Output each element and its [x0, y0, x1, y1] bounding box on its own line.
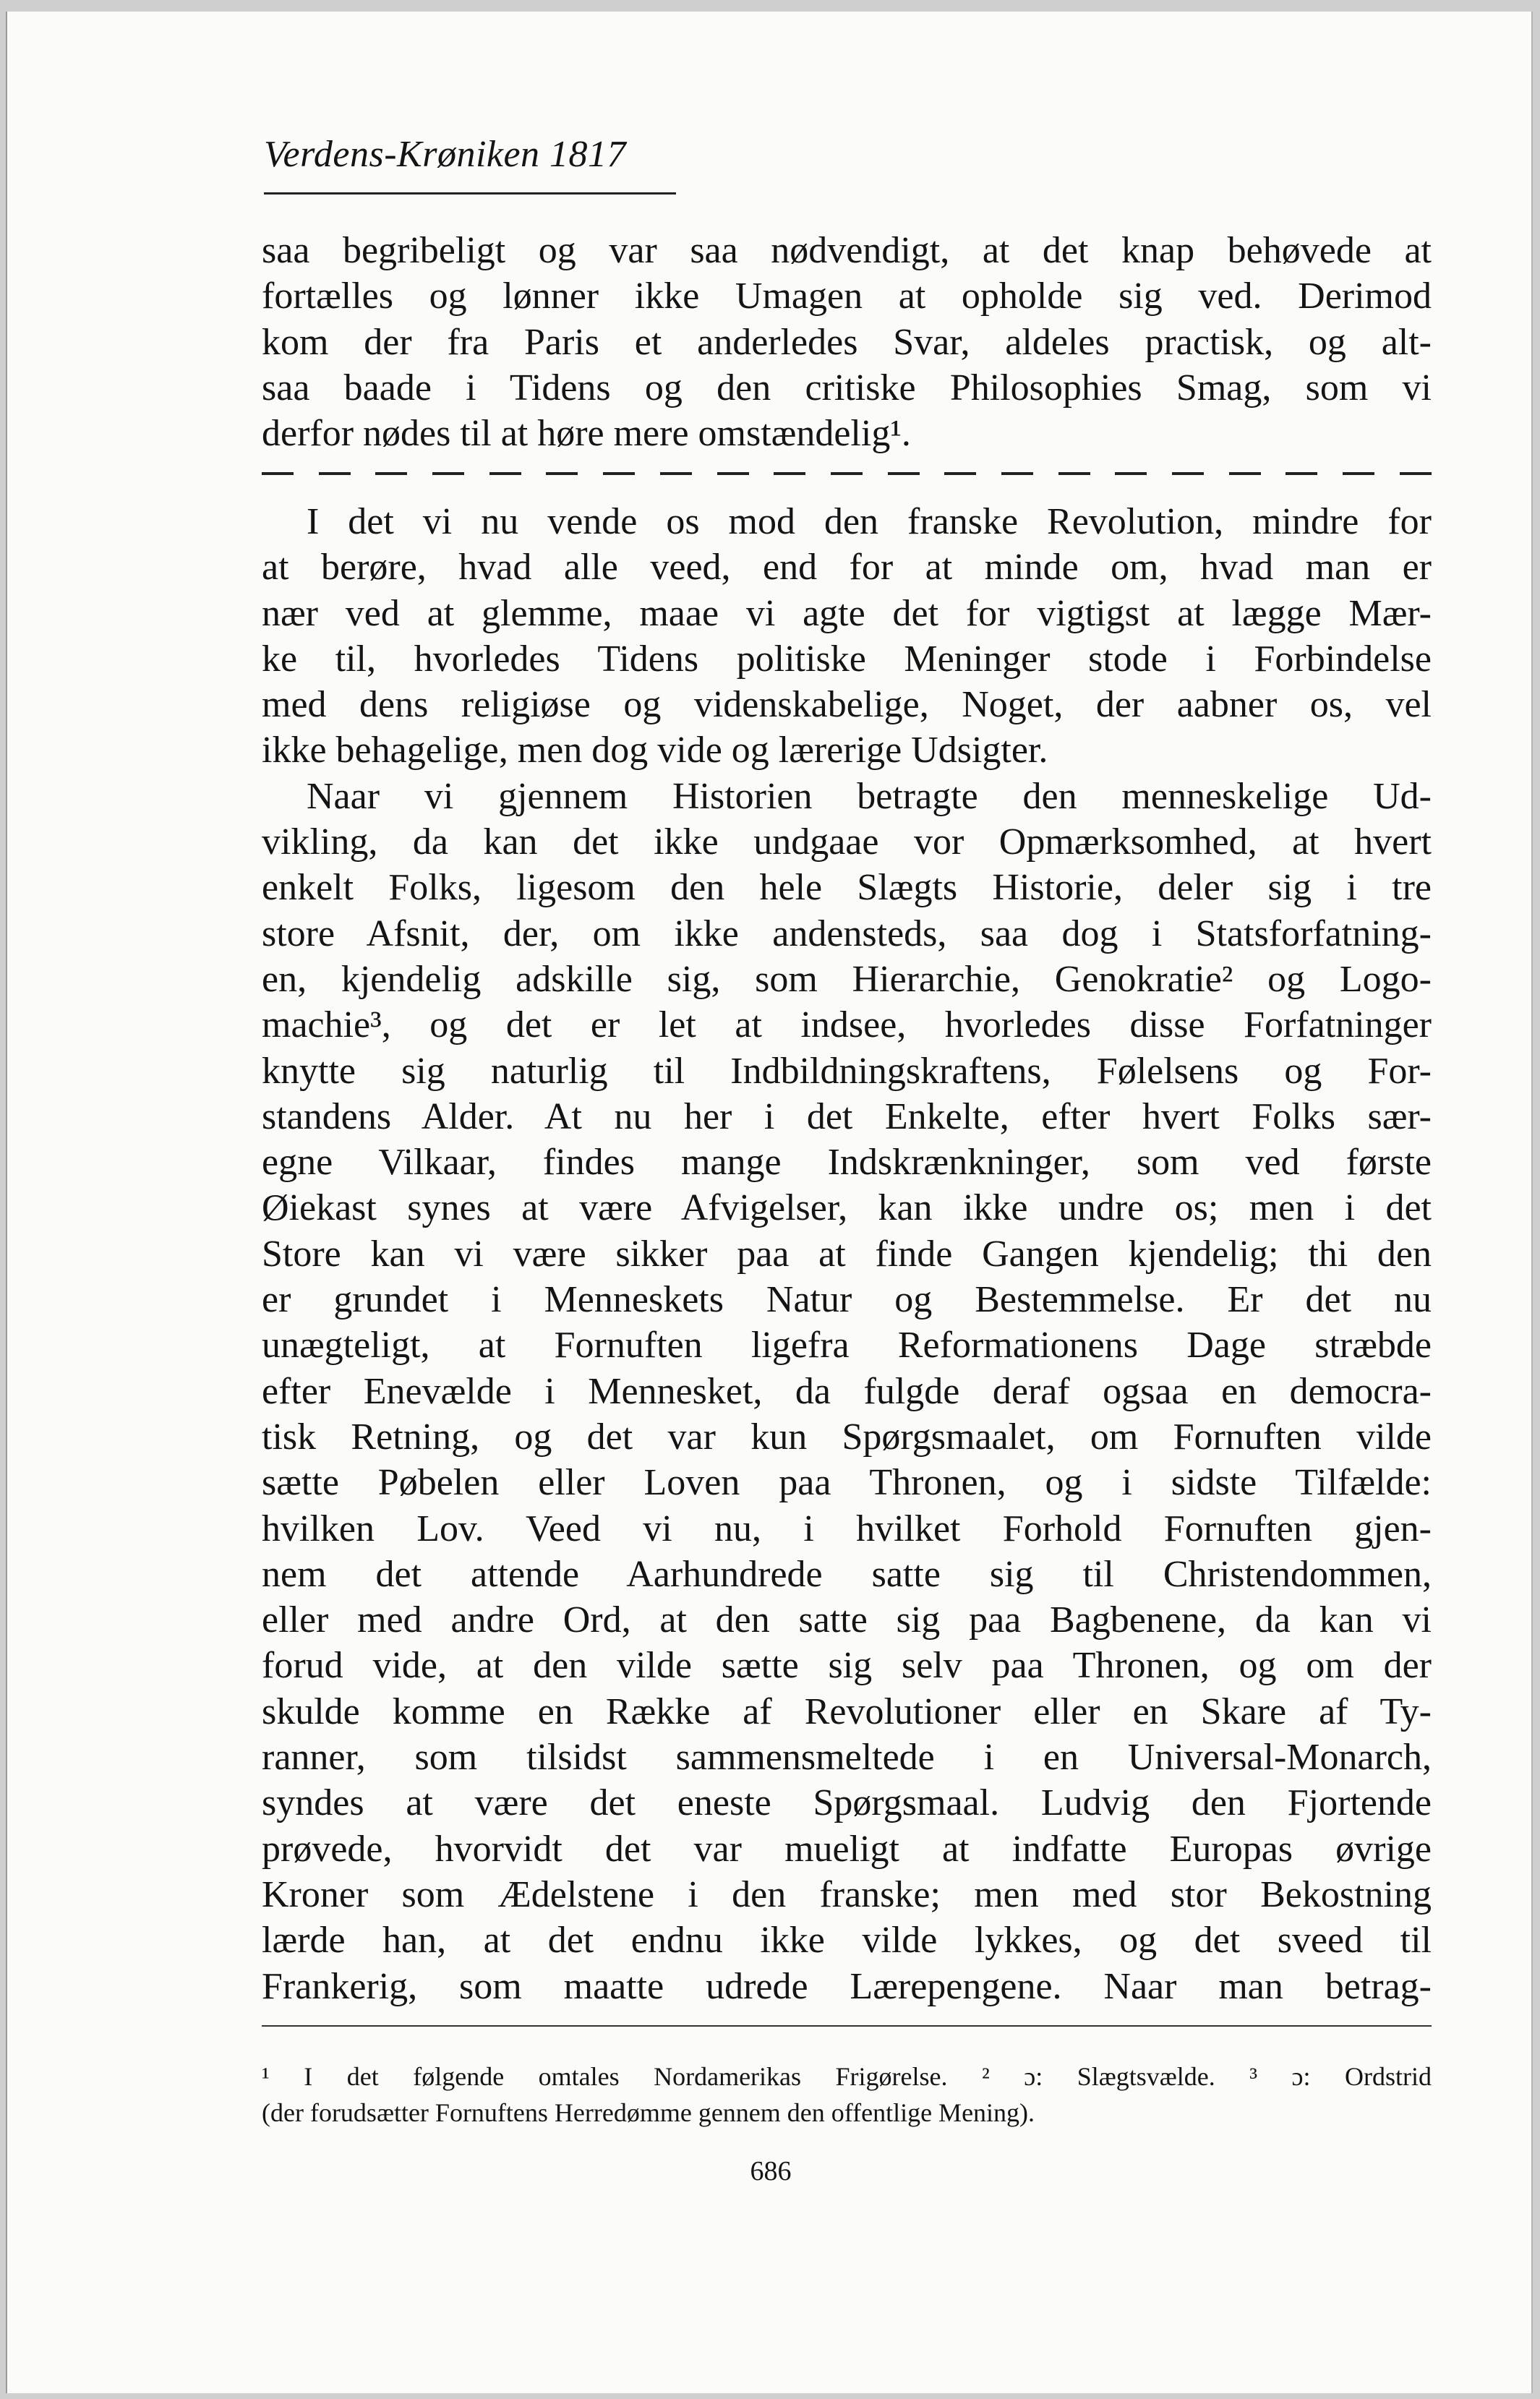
divider-dash: [546, 472, 578, 475]
text-line: Øiekast synes at være Afvigelser, kan ikke undre os; men i det: [262, 1187, 1432, 1229]
divider-dash: [1229, 472, 1261, 475]
text-line: machie³, og det er let at indsee, hvorledes disse Forfatninger: [262, 1004, 1432, 1046]
text-line: forud vide, at den vilde sætte sig selv paa Thronen, og om der: [262, 1645, 1432, 1687]
text-line: ke til, hvorledes Tidens politiske Meninger stode i Forbindelse: [262, 638, 1432, 680]
text-line: I det vi nu vende os mod den franske Revolution, mindre for: [307, 501, 1432, 542]
text-line: enkelt Folks, ligesom den hele Slægts Historie, deler sig i tre: [262, 867, 1432, 909]
text-line: store Afsnit, der, om ikke andensteds, saa dog i Statsforfatning-: [262, 912, 1432, 954]
divider-dash: [1172, 472, 1204, 475]
text-line: Naar vi gjennem Historien betragte den menneskelige Ud-: [307, 775, 1432, 817]
divider-dash: [432, 472, 464, 475]
text-line: lærde han, at det endnu ikke vilde lykkes, og det sveed til: [262, 1920, 1432, 1962]
text-line: prøvede, hvorvidt det var mueligt at indfatte Europas øvrige: [262, 1828, 1432, 1870]
paragraph-1: [262, 499, 1432, 774]
divider-dash: [1115, 472, 1147, 475]
footnote-line: ¹ I det følgende omtales Nordamerikas Frigørelse. ² ɔ: Slægtsvælde. ³ ɔ: Ordstrid: [262, 2062, 1432, 2091]
running-head-rule: [264, 192, 676, 194]
divider-dash: [603, 472, 635, 475]
text-line: efter Enevælde i Mennesket, da fulgde deraf ogsaa en democra-: [262, 1370, 1432, 1412]
text-line: med dens religiøse og videnskabelige, Noget, der aabner os, vel: [262, 684, 1432, 726]
text-line: tisk Retning, og det var kun Spørgsmaalet, om Fornuften vilde: [262, 1416, 1432, 1458]
text-line: unægteligt, at Fornuften ligefra Reformationens Dage stræbde: [262, 1325, 1432, 1367]
text-block-top: [262, 228, 1432, 456]
text-line: kom der fra Paris et anderledes Svar, aldeles practisk, og alt-: [262, 321, 1432, 363]
footnotes: [262, 2058, 1432, 2131]
text-line: at berøre, hvad alle veed, end for at minde om, hvad man er: [262, 547, 1432, 589]
divider-dash: [1400, 472, 1432, 475]
footnote-rule: [262, 2025, 1432, 2027]
divider-dash: [888, 472, 920, 475]
text-line: eller med andre Ord, at den satte sig paa Bagbenene, da kan vi: [262, 1599, 1432, 1641]
divider-dash: [262, 472, 294, 475]
text-line: skulde komme en Række af Revolutioner eller en Skare af Ty-: [262, 1690, 1432, 1732]
page-number: 686: [750, 2156, 792, 2186]
divider-dash: [1058, 472, 1090, 475]
text-line: Frankerig, som maatte udrede Lærepengene. Naar man betrag-: [262, 1965, 1432, 2007]
text-line: vikling, da kan det ikke undgaae vor Opmærksomhed, at hvert: [262, 821, 1432, 863]
divider-dash: [489, 472, 521, 475]
divider-dash: [774, 472, 805, 475]
book-page: [6, 12, 1533, 2393]
text-line: ikke behagelige, men dog vide og lærerige Udsigter.: [262, 730, 1048, 771]
text-line: derfor nødes til at høre mere omstændelig¹.: [262, 413, 911, 455]
text-line: egne Vilkaar, findes mange Indskrænkninger, som ved første: [262, 1142, 1432, 1184]
text-line: nem det attende Aarhundrede satte sig til Christendommen,: [262, 1553, 1432, 1595]
text-line: en, kjendelig adskille sig, som Hierarchie, Genokratie² og Logo-: [262, 958, 1432, 1000]
text-line: syndes at være det eneste Spørgsmaal. Ludvig den Fjortende: [262, 1782, 1432, 1824]
divider-dash: [375, 472, 407, 475]
divider-dash: [944, 472, 976, 475]
section-divider-dashes: [262, 472, 1432, 476]
text-line: sætte Pøbelen eller Loven paa Thronen, og i sidste Tilfælde:: [262, 1462, 1432, 1504]
divider-dash: [1001, 472, 1033, 475]
divider-dash: [1343, 472, 1374, 475]
text-line: saa begribeligt og var saa nødvendigt, at det knap behøvede at: [262, 230, 1432, 271]
text-line: nær ved at glemme, maae vi agte det for vigtigst at lægge Mær-: [262, 592, 1432, 634]
text-line: saa baade i Tidens og den critiske Philosophies Smag, som vi: [262, 367, 1432, 409]
divider-dash: [319, 472, 351, 475]
divider-dash: [717, 472, 749, 475]
divider-dash: [831, 472, 863, 475]
text-line: standens Alder. At nu her i det Enkelte, efter hvert Folks sær-: [262, 1095, 1432, 1137]
text-line: Store kan vi være sikker paa at finde Gangen kjendelig; thi den: [262, 1233, 1432, 1275]
text-line: knytte sig naturlig til Indbildningskraftens, Følelsens og For-: [262, 1050, 1432, 1092]
text-line: hvilken Lov. Veed vi nu, i hvilket Forhold Fornuften gjen-: [262, 1508, 1432, 1549]
divider-dash: [660, 472, 692, 475]
text-line: fortælles og lønner ikke Umagen at opholde sig ved. Derimod: [262, 275, 1432, 317]
running-head: Verdens-Krøniken 1817: [264, 134, 627, 175]
text-line: Kroner som Ædelstene i den franske; men med stor Bekostning: [262, 1873, 1432, 1915]
text-line: ranner, som tilsidst sammensmeltede i en Universal-Monarch,: [262, 1737, 1432, 1779]
text-line: er grundet i Menneskets Natur og Bestemmelse. Er det nu: [262, 1279, 1432, 1321]
divider-dash: [1286, 472, 1317, 475]
footnote-line: (der forudsætter Fornuftens Herredømme gennem den offentlige Mening).: [262, 2098, 1035, 2127]
paragraph-2: [262, 774, 1432, 2009]
